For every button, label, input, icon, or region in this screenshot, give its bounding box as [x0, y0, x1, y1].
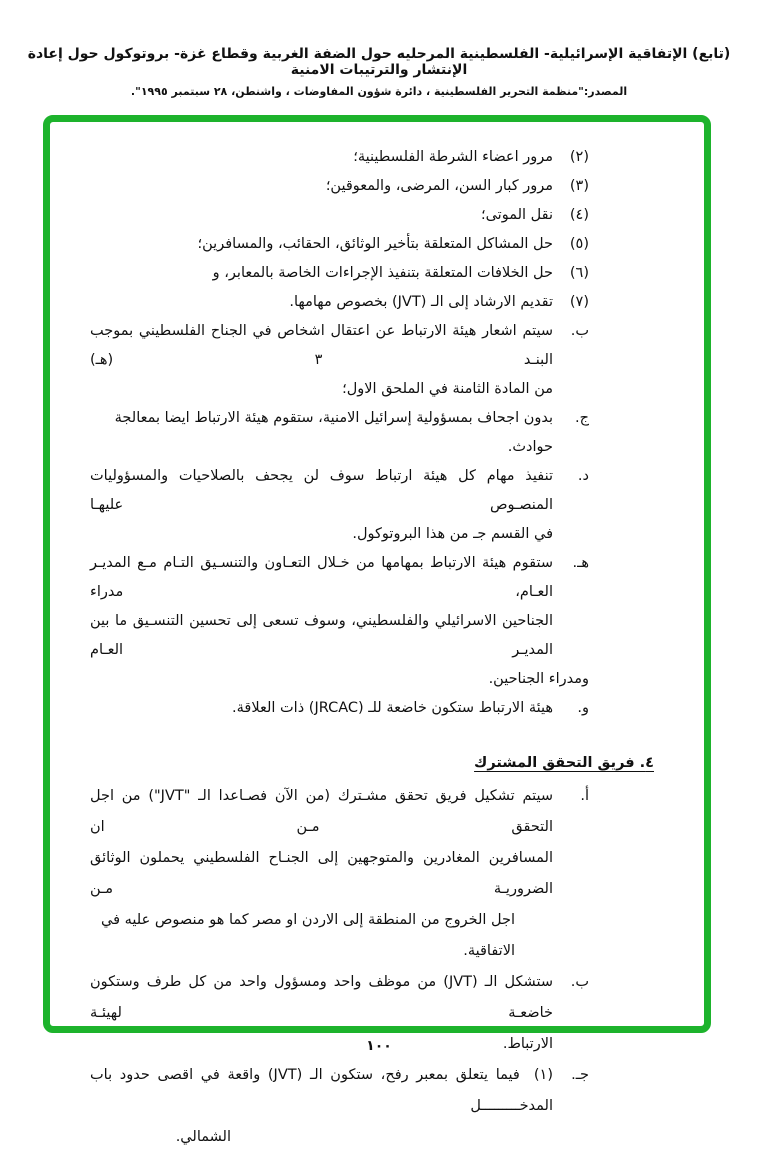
list-item: [90, 404, 589, 462]
list-item-marker: ب.: [570, 974, 589, 990]
list-item: [90, 1060, 589, 1153]
list-item-line: مرور كبار السن، المرضى، والمعوقين؛: [325, 178, 553, 194]
list-item: [90, 230, 589, 259]
list-item: [90, 259, 589, 288]
list-item-marker: (٢): [569, 149, 589, 165]
list-item: [90, 201, 589, 230]
list-item-line: ستشكل الـ (JVT) من موظف واحد ومسؤول واحد من كل طرف وستكون خاضعـة لهيئـة: [90, 974, 553, 1021]
list-item-line: حل الخلافات المتعلقة بتنفيذ الإجراءات الخاصة بالمعابر، و: [212, 265, 553, 281]
list-item-marker: (٣): [569, 178, 589, 194]
page-header-title: (تابع) الإتفاقية الإسرائيلية- الفلسطينية المرحليه حول الضفة الغربية وقطاع غزة- بروتوكول حول إعادة الإنتشار والترتيبات الامنية: [27, 46, 731, 78]
list-item: [90, 694, 589, 723]
list-item-marker: و.: [577, 700, 589, 716]
list-item-line: حل المشاكل المتعلقة بتأخير الوثائق، الحقائب، والمسافرين؛: [197, 236, 553, 252]
list-item-line-text: فيما يتعلق بمعبر رفح، ستكون الـ (JVT) واقعة في اقصى حدود باب المدخـــــــــل: [90, 1067, 553, 1114]
list-item-marker: جـ.: [571, 1067, 589, 1083]
list-item-marker: (٥): [569, 236, 589, 252]
list-item-line: سيتم اشعار هيئة الارتباط عن اعتقال اشخاص في الجناح الفلسطيني بموجب البنـد ٣ (هـ): [90, 323, 553, 368]
list-item-marker: د.: [577, 468, 589, 484]
list-item-line: بدون اجحاف بمسؤولية إسرائيل الامنية، ستقوم هيئة الارتباط ايضا بمعالجة حوادث.: [114, 410, 553, 455]
list-item-line: هيئة الارتباط ستكون خاضعة للـ (JRCAC) ذات العلاقة.: [232, 700, 553, 716]
list-item-line: الجناحين الاسرائيلي والفلسطيني، وسوف تسعى إلى تحسين التنسـيق ما بين المديـر العـام: [90, 613, 553, 658]
list-item: [90, 143, 589, 172]
list-item-line: سيتم تشكيل فريق تحقق مشـترك (من الآن فصـاعدا الـ "JVT") من اجل التحقق مـن ان: [90, 788, 554, 835]
list-item: [90, 549, 589, 694]
list-item: [90, 781, 589, 967]
list-item-line: تنفيذ مهام كل هيئة ارتباط سوف لن يجحف بالصلاحيات والمسؤوليات المنصـوص عليهـا: [90, 468, 553, 513]
list-item: [90, 172, 589, 201]
list-item-line: من المادة الثامنة في الملحق الاول؛: [342, 381, 553, 397]
list-item-line: نقل الموتى؛: [480, 207, 553, 223]
list-item-line: مرور اعضاء الشرطة الفلسطينية؛: [353, 149, 553, 165]
list-item-marker: (٦): [569, 265, 589, 281]
list-item-line: [90, 1060, 553, 1122]
list-item: [90, 288, 589, 317]
list-item-line: اجل الخروج من المنطقة إلى الاردن او مصر كما هو منصوص عليه في الاتفاقية.: [101, 912, 515, 959]
section-heading: ٤. فريق التحقق المشترك: [474, 755, 654, 771]
list-item-marker: (٧): [569, 294, 589, 310]
list-item-line: تقديم الارشاد إلى الـ (JVT) بخصوص مهامها.: [289, 294, 553, 310]
list-item: [90, 462, 589, 549]
page-header: [0, 46, 758, 98]
list-item-line: ومدراء الجناحين.: [488, 671, 589, 687]
page-header-source: المصدر:"منظمة التحرير الفلسطينية ، دائرة شؤون المفاوضات ، واشنطن، ٢٨ سبتمبر ١٩٩٥".: [130, 85, 628, 98]
document-content: [50, 122, 704, 1153]
list-item-line: الارتباط.: [502, 1036, 553, 1052]
list-item-marker: أ.: [580, 788, 589, 804]
list-item: [90, 317, 589, 404]
list-item-line: في القسم جـ من هذا البروتوكول.: [352, 526, 553, 542]
list-item-marker: ب.: [570, 323, 589, 339]
list-item-line: ستقوم هيئة الارتباط بمهامها من خـلال التعـاون والتنسـيق التـام مـع المديـر العـام، مدراء: [90, 555, 553, 600]
list-item-line: المسافرين المغادرين والمتوجهين إلى الجنـاح الفلسطيني يحملون الوثائق الضروريـة مـن: [90, 850, 553, 897]
list-item-marker: (٤): [569, 207, 589, 223]
list-item-line: الشمالي.: [175, 1129, 231, 1145]
sub-item-marker: (١): [533, 1067, 553, 1083]
list-item-marker: ج.: [575, 410, 589, 426]
list-item-marker: هـ.: [572, 555, 589, 571]
page-number: ١٠٠: [366, 1038, 392, 1054]
